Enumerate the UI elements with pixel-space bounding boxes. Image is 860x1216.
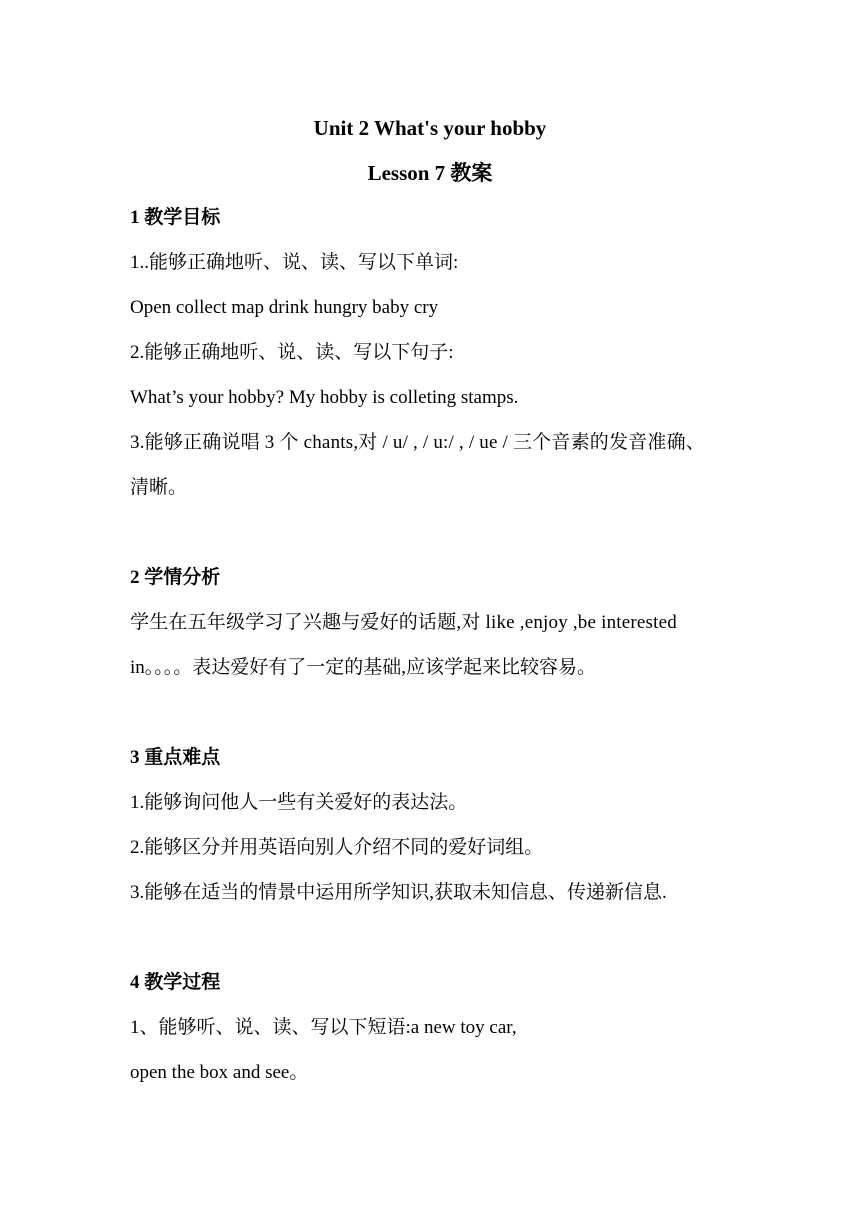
- process-line: 1、能够听、说、读、写以下短语:a new toy car,: [130, 1017, 517, 1038]
- objective-line: 3.能够正确说唱 3 个 chants,对 / u/ , / u:/ , / ue / 三个音素的发音准确、: [130, 432, 705, 453]
- analysis-line: in。。。。表达爱好有了一定的基础,应该学起来比较容易。: [130, 657, 597, 678]
- key-point-line: 1.能够询问他人一些有关爱好的表达法。: [130, 792, 468, 813]
- analysis-line: 学生在五年级学习了兴趣与爱好的话题,对 like ,enjoy ,be interested: [130, 612, 677, 633]
- objective-line: 2.能够正确地听、说、读、写以下句子:: [130, 342, 454, 363]
- key-point-line: 2.能够区分并用英语向别人介绍不同的爱好词组。: [130, 837, 544, 858]
- objective-line: 清晰。: [130, 477, 188, 498]
- document-subtitle: Lesson 7 教案: [367, 161, 493, 185]
- objective-line: Open collect map drink hungry baby cry: [130, 297, 439, 318]
- section-heading-key-points: 3 重点难点: [130, 747, 221, 768]
- section-heading-analysis: 2 学情分析: [130, 567, 221, 588]
- document-title: Unit 2 What's your hobby: [313, 116, 547, 140]
- section-heading-process: 4 教学过程: [130, 972, 221, 993]
- section-heading-objectives: 1 教学目标: [130, 207, 221, 228]
- key-point-line: 3.能够在适当的情景中运用所学知识,获取未知信息、传递新信息.: [130, 882, 667, 903]
- objective-line: What’s your hobby? My hobby is colleting stamps.: [130, 387, 519, 408]
- objective-line: 1..能够正确地听、说、读、写以下单词:: [130, 252, 459, 273]
- process-line: open the box and see。: [130, 1062, 309, 1083]
